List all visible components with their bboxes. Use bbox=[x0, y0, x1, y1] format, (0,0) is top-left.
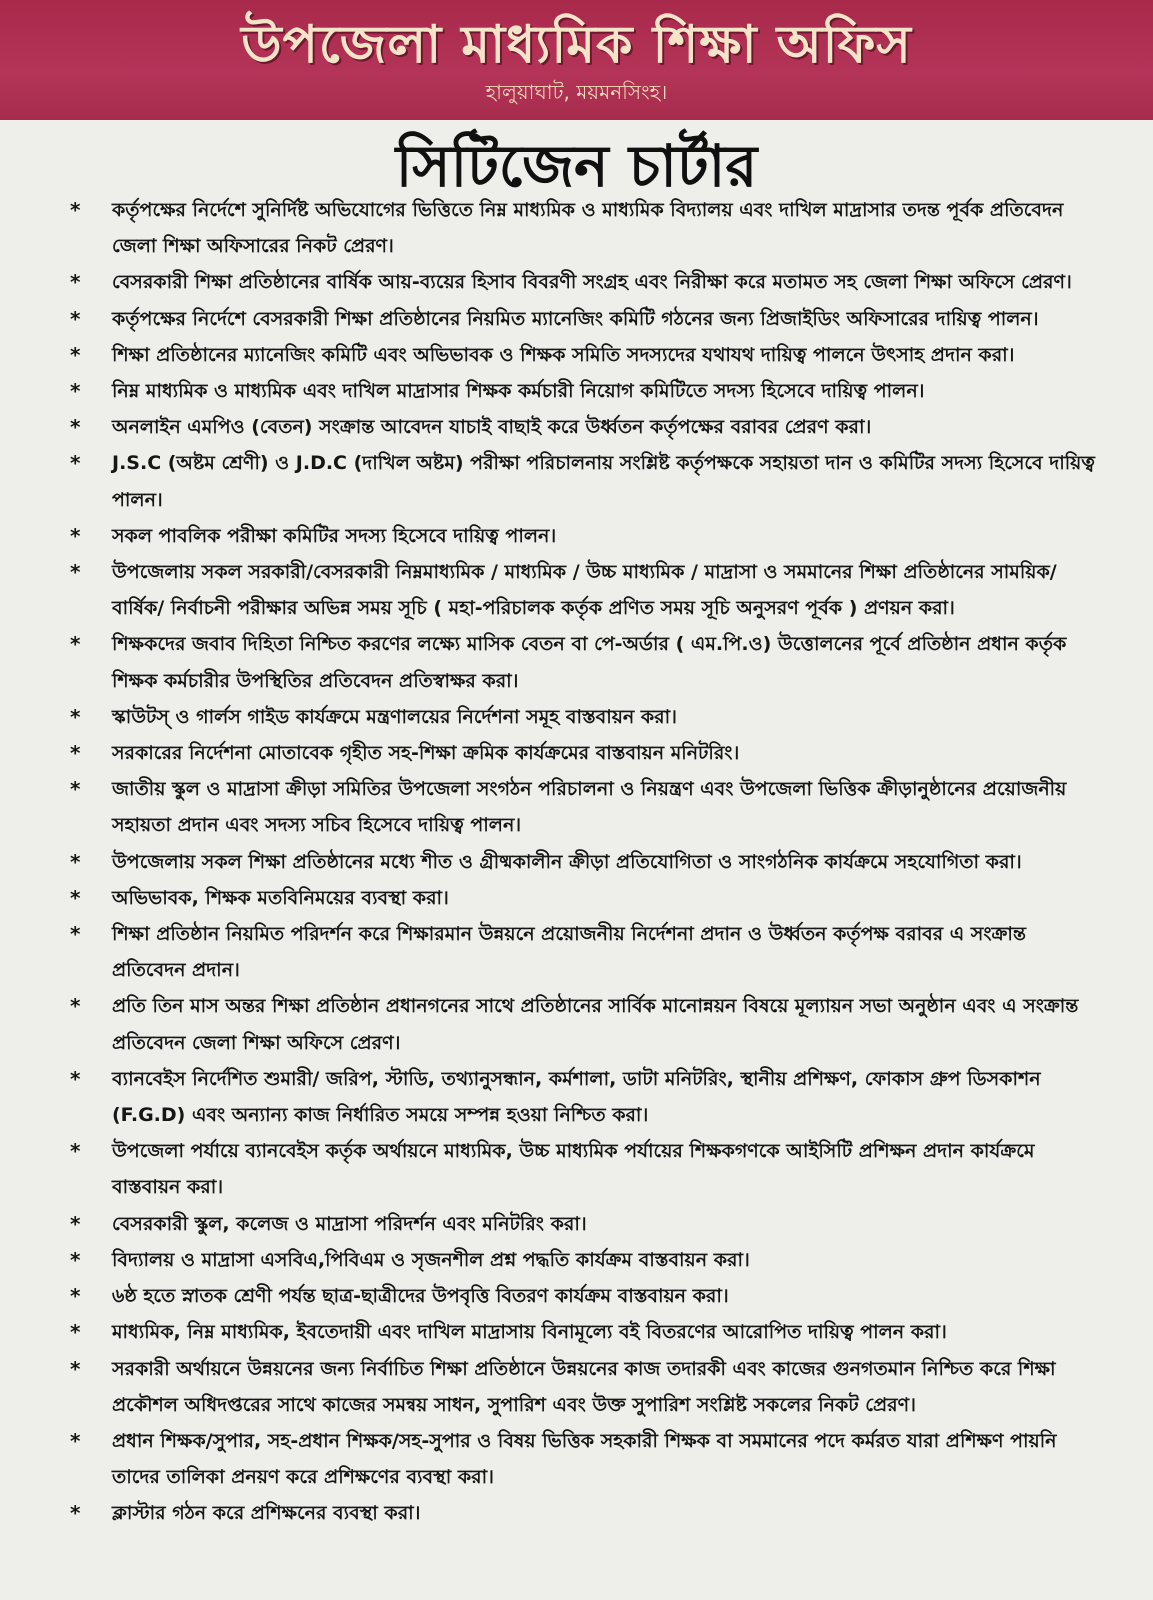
charter-item-text: জাতীয় স্কুল ও মাদ্রাসা ক্রীড়া সমিতির উপজেলা সংগঠন পরিচালনা ও নিয়ন্ত্রণ এবং উপজেলা ভিত্তিক ক্রীড়ানুষ্ঠানের প্রয়োজনীয় সহায়তা প্রদান এবং সদস্য সচিব হিসেবে দায়িত্ব পালন। bbox=[112, 778, 1067, 837]
charter-item bbox=[62, 626, 1102, 698]
bullet-star-icon: * bbox=[70, 1139, 81, 1164]
office-title: উপজেলা মাধ্যমিক শিক্ষা অফিস bbox=[241, 15, 912, 75]
charter-item-text: শিক্ষা প্রতিষ্ঠানের ম্যানেজিং কমিটি এবং অভিভাবক ও শিক্ষক সমিতি সদস্যদের যথাযথ দায়িত্ব পালনে উৎসাহ প্রদান করা। bbox=[112, 343, 1015, 366]
charter-item bbox=[62, 301, 1102, 337]
charter-item-text: ৬ষ্ঠ হতে স্নাতক শ্রেণী পর্যন্ত ছাত্র-ছাত্রীদের উপবৃত্তি বিতরণ কার্যক্রম বাস্তবায়ন করা। bbox=[112, 1285, 729, 1308]
bullet-star-icon: * bbox=[70, 451, 81, 476]
bullet-star-icon: * bbox=[70, 777, 81, 802]
charter-item bbox=[62, 916, 1102, 988]
charter-item-text: শিক্ষকদের জবাব দিহিতা নিশ্চিত করণের লক্ষ্যে মাসিক বেতন বা পে-অর্ডার ( এম.পি.ও) উত্তোলনের পূর্বে প্রতিষ্ঠান প্রধান কর্তৃক শিক্ষক কর্মচারীর উপস্থিতির প্রতিবেদন প্রতিস্বাক্ষর করা। bbox=[112, 633, 1067, 692]
charter-item-text: সরকারী অর্থায়নে উন্নয়নের জন্য নির্বাচিত শিক্ষা প্রতিষ্ঠানে উন্নয়নের কাজ তদারকী এবং কাজের গুনগতমান নিশ্চিত করে শিক্ষা প্রকৌশল অধিদপ্তরের সাথে কাজের সমন্বয় সাধন, সুপারিশ এবং উক্ত সুপারিশ সংশ্লিষ্ট সকলের নিকট প্রেরণ। bbox=[112, 1357, 1056, 1416]
charter-item-text: অভিভাবক, শিক্ষক মতবিনিময়ের ব্যবস্থা করা। bbox=[112, 886, 449, 909]
bullet-star-icon: * bbox=[70, 306, 81, 331]
bullet-star-icon: * bbox=[70, 1428, 81, 1453]
charter-item bbox=[62, 264, 1102, 300]
charter-item-text: ব্যানবেইস নির্দেশিত শুমারী/ জরিপ, স্টাডি, তথ্যানুসন্ধান, কর্মশালা, ডাটা মনিটরিং, স্থানীয় প্রশিক্ষণ, ফোকাস গ্রুপ ডিসকাশন (F.G.D) এবং অন্যান্য কাজ নির্ধারিত সময়ে সম্পন্ন হওয়া নিশ্চিত করা। bbox=[112, 1067, 1041, 1127]
charter-item-text: প্রতি তিন মাস অন্তর শিক্ষা প্রতিষ্ঠান প্রধানগনের সাথে প্রতিষ্ঠানের সার্বিক মানোন্নয়ন বিষয়ে মূল্যায়ন সভা অনুষ্ঠান এবং এ সংক্রান্ত প্রতিবেদন জেলা শিক্ষা অফিসে প্রেরণ। bbox=[112, 995, 1079, 1054]
bullet-star-icon: * bbox=[70, 198, 81, 222]
bullet-star-icon: * bbox=[70, 1320, 81, 1345]
charter-item bbox=[62, 988, 1102, 1060]
charter-item-text: কর্তৃপক্ষের নির্দেশে সুনির্দিষ্ট অভিযোগের ভিত্তিতে নিম্ন মাধ্যমিক ও মাধ্যমিক বিদ্যালয় এবং দাখিল মাদ্রাসার তদন্ত পূর্বক প্রতিবেদন জেলা শিক্ষা অফিসারের নিকট প্রেরণ। bbox=[112, 199, 1064, 258]
bullet-star-icon: * bbox=[70, 632, 81, 657]
charter-item bbox=[62, 518, 1102, 554]
bullet-star-icon: * bbox=[70, 1284, 81, 1309]
charter-item bbox=[62, 771, 1102, 843]
charter-item bbox=[62, 554, 1102, 626]
office-subtitle: হালুয়াঘাট, ময়মনসিংহ। bbox=[485, 80, 668, 104]
charter-item bbox=[62, 844, 1102, 880]
bullet-star-icon: * bbox=[70, 1247, 81, 1272]
charter-item-text: স্কাউটস্ ও গার্লস গাইড কার্যক্রমে মন্ত্রণালয়ের নির্দেশনা সমূহ বাস্তবায়ন করা। bbox=[112, 705, 677, 728]
charter-item bbox=[62, 1314, 1102, 1350]
bullet-star-icon: * bbox=[70, 994, 81, 1019]
bullet-star-icon: * bbox=[70, 270, 81, 295]
charter-item-text: উপজেলায় সকল শিক্ষা প্রতিষ্ঠানের মধ্যে শীত ও গ্রীষ্মকালীন ক্রীড়া প্রতিযোগিতা ও সাংগঠনিক কার্যক্রমে সহযোগিতা করা। bbox=[112, 850, 1022, 873]
bullet-star-icon: * bbox=[70, 885, 81, 910]
charter-item-text: অনলাইন এমপিও (বেতন) সংক্রান্ত আবেদন যাচাই বাছাই করে উর্ধ্বতন কর্তৃপক্ষের বরাবর প্রেরণ করা। bbox=[112, 416, 872, 439]
charter-items-list bbox=[62, 192, 1102, 1532]
bullet-star-icon: * bbox=[70, 704, 81, 729]
charter-item bbox=[62, 445, 1102, 517]
charter-item-text: মাধ্যমিক, নিম্ন মাধ্যমিক, ইবতেদায়ী এবং দাখিল মাদ্রাসায় বিনামূল্যে বই বিতরণের আরোপিত দায়িত্ব পালন করা। bbox=[112, 1321, 947, 1344]
charter-item-text: নিম্ন মাধ্যমিক ও মাধ্যমিক এবং দাখিল মাদ্রাসার শিক্ষক কর্মচারী নিয়োগ কমিটিতে সদস্য হিসেবে দায়িত্ব পালন। bbox=[112, 380, 925, 403]
bullet-star-icon: * bbox=[70, 1501, 81, 1526]
charter-item-text: বেসরকারী স্কুল, কলেজ ও মাদ্রাসা পরিদর্শন এবং মনিটরিং করা। bbox=[112, 1212, 587, 1235]
charter-item-text: ক্লাস্টার গঠন করে প্রশিক্ষনের ব্যবস্থা করা। bbox=[112, 1502, 421, 1525]
bullet-star-icon: * bbox=[70, 1211, 81, 1236]
charter-item-text: উপজেলায় সকল সরকারী/বেসরকারী নিম্নমাধ্যমিক / মাধ্যমিক / উচ্চ মাধ্যমিক / মাদ্রাসা ও সমমানের শিক্ষা প্রতিষ্ঠানের সাময়িক/ বার্ষিক/ নির্বাচনী পরীক্ষার অভিন্ন সময় সূচি ( মহা-পরিচালক কর্তৃক প্রণিত সময় সূচি অনুসরণ পূর্বক ) প্রণয়ন করা। bbox=[112, 561, 1057, 620]
charter-item bbox=[62, 409, 1102, 445]
charter-item bbox=[62, 1061, 1102, 1133]
charter-item bbox=[62, 699, 1102, 735]
charter-item bbox=[62, 192, 1102, 264]
charter-item bbox=[62, 1495, 1102, 1531]
charter-item-text: প্রধান শিক্ষক/সুপার, সহ-প্রধান শিক্ষক/সহ-সুপার ও বিষয় ভিত্তিক সহকারী শিক্ষক বা সমমানের পদে কর্মরত যারা প্রশিক্ষণ পায়নি তাদের তালিকা প্রনয়ণ করে প্রশিক্ষণের ব্যবস্থা করা। bbox=[112, 1429, 1057, 1489]
charter-item bbox=[62, 1206, 1102, 1242]
charter-item-text: J.S.C (অষ্টম শ্রেণী) ও J.D.C (দাখিল অষ্টম) পরীক্ষা পরিচালনায় সংশ্লিষ্ট কর্তৃপক্ষকে সহায়তা দান ও কমিটির সদস্য হিসেবে দায়িত্ব পালন। bbox=[112, 452, 1095, 511]
bullet-star-icon: * bbox=[70, 1066, 81, 1091]
charter-item-text: শিক্ষা প্রতিষ্ঠান নিয়মিত পরিদর্শন করে শিক্ষারমান উন্নয়নে প্রয়োজনীয় নির্দেশনা প্রদান ও উর্ধ্বতন কর্তৃপক্ষ বরাবর এ সংক্রান্ত প্রতিবেদন প্রদান। bbox=[112, 923, 1027, 982]
bullet-star-icon: * bbox=[70, 523, 81, 548]
charter-item-text: বেসরকারী শিক্ষা প্রতিষ্ঠানের বার্ষিক আয়-ব্যয়ের হিসাব বিবরণী সংগ্রহ এবং নিরীক্ষা করে মতামত সহ জেলা শিক্ষা অফিসে প্রেরণ। bbox=[112, 271, 1072, 294]
office-banner bbox=[0, 0, 1153, 120]
bullet-star-icon: * bbox=[70, 415, 81, 440]
charter-item bbox=[62, 373, 1102, 409]
charter-item-text: বিদ্যালয় ও মাদ্রাসা এসবিএ,পিবিএম ও সৃজনশীল প্রশ্ন পদ্ধতি কার্যক্রম বাস্তবায়ন করা। bbox=[112, 1248, 750, 1271]
charter-item bbox=[62, 735, 1102, 771]
bullet-star-icon: * bbox=[70, 1356, 81, 1381]
charter-item-text: উপজেলা পর্যায়ে ব্যানবেইস কর্তৃক অর্থায়নে মাধ্যমিক, উচ্চ মাধ্যমিক পর্যায়ের শিক্ষকগণকে আইসিটি প্রশিক্ষন প্রদান কার্যক্রমে বাস্তবায়ন করা। bbox=[112, 1140, 1035, 1199]
charter-item bbox=[62, 1242, 1102, 1278]
charter-item-text: সরকারের নির্দেশনা মোতাবেক গৃহীত সহ-শিক্ষা ক্রমিক কার্যক্রমের বাস্তবায়ন মনিটরিং। bbox=[112, 742, 740, 765]
bullet-star-icon: * bbox=[70, 849, 81, 874]
charter-item bbox=[62, 1423, 1102, 1495]
charter-item bbox=[62, 337, 1102, 373]
bullet-star-icon: * bbox=[70, 342, 81, 367]
bullet-star-icon: * bbox=[70, 560, 81, 585]
charter-item bbox=[62, 880, 1102, 916]
charter-item-text: সকল পাবলিক পরীক্ষা কমিটির সদস্য হিসেবে দায়িত্ব পালন। bbox=[112, 524, 557, 547]
bullet-star-icon: * bbox=[70, 922, 81, 947]
charter-title: সিটিজেন চার্টার bbox=[395, 132, 758, 200]
bullet-star-icon: * bbox=[70, 379, 81, 404]
charter-item bbox=[62, 1351, 1102, 1423]
bullet-star-icon: * bbox=[70, 741, 81, 766]
charter-item bbox=[62, 1133, 1102, 1205]
charter-item bbox=[62, 1278, 1102, 1314]
charter-item-text: কর্তৃপক্ষের নির্দেশে বেসরকারী শিক্ষা প্রতিষ্ঠানের নিয়মিত ম্যানেজিং কমিটি গঠনের জন্য প্রিজাইডিং অফিসারের দায়িত্ব পালন। bbox=[112, 307, 1039, 330]
